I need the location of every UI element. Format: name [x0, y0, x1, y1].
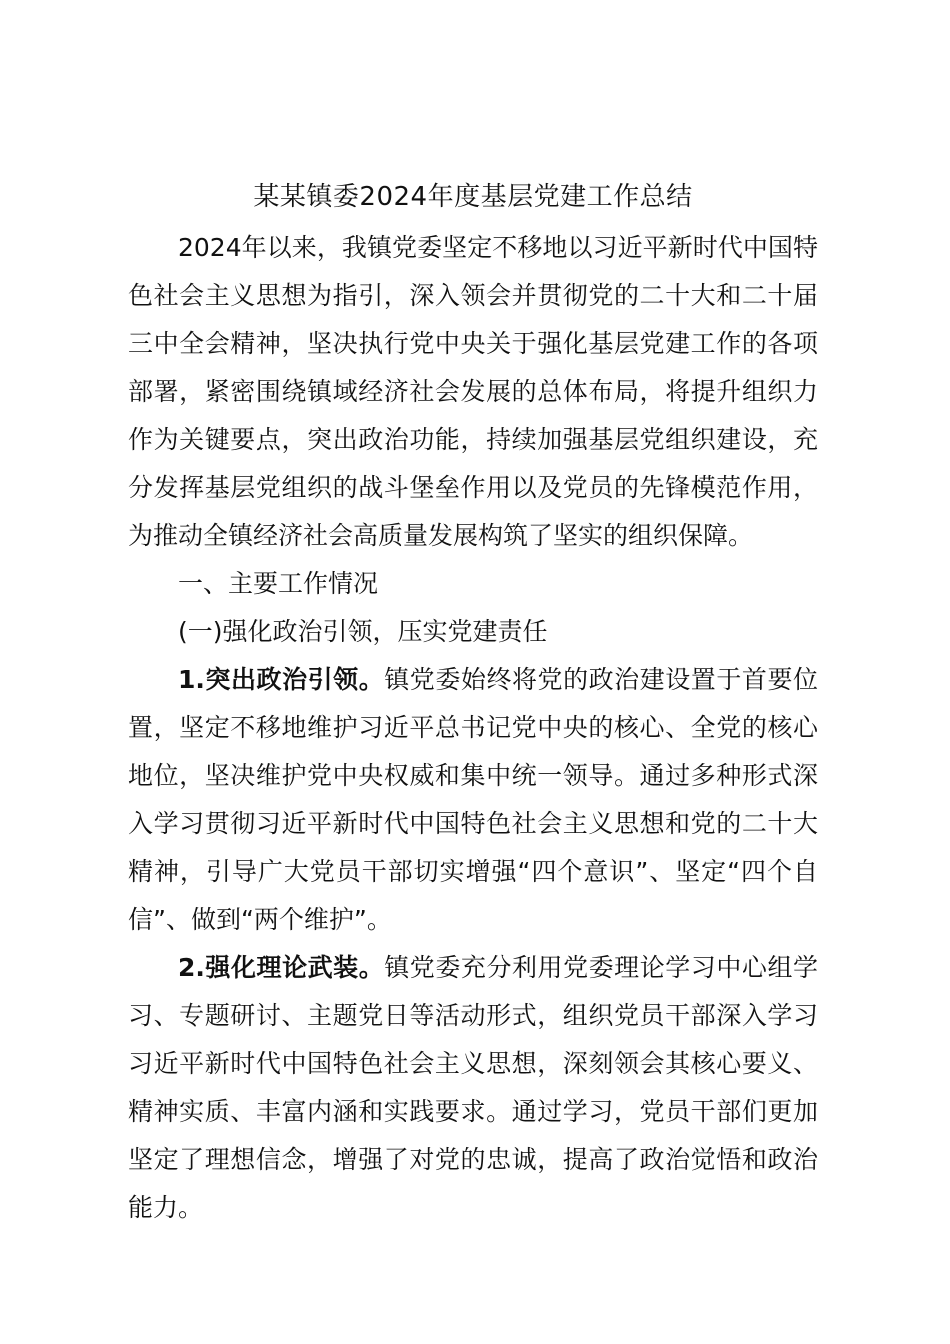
subsection-heading: (一)强化政治引领，压实党建责任 [178, 617, 548, 646]
item-text-1: 镇党委始终将党的政治建设置于首要位置，坚定不移地维护习近平总书记党中央的核心、全党的核心地位，坚决维护党中央权威和集中统一领导。通过多种形式深入学习贯彻习近平新时代中国特色社会主义思想和党的二十大精神，引导广大党员干部切实增强“四个意识”、坚定“四个自信”、做到“两个维护”。 [128, 665, 818, 934]
intro-paragraph: 2024年以来，我镇党委坚定不移地以习近平新时代中国特色社会主义思想为指引，深入领会并贯彻党的二十大和二十届三中全会精神，坚决执行党中央关于强化基层党建工作的各项部署，紧密围绕镇域经济社会发展的总体布局，将提升组织力作为关键要点，突出政治功能，持续加强基层党组织建设，充分发挥基层党组织的战斗堡垒作用以及党员的先锋模范作用，为推动全镇经济社会高质量发展构筑了坚实的组织保障。 [128, 233, 818, 550]
section-heading: 一、主要工作情况 [178, 569, 379, 598]
document-body [128, 176, 818, 1232]
item-lead-1: 1.突出政治引领。 [178, 665, 385, 694]
document-title: 某某镇委2024年度基层党建工作总结 [253, 182, 693, 212]
item-text-2: 镇党委充分利用党委理论学习中心组学习、专题研讨、主题党日等活动形式，组织党员干部深入学习习近平新时代中国特色社会主义思想，深刻领会其核心要义、精神实质、丰富内涵和实践要求。通过学习，党员干部们更加坚定了理想信念，增强了对党的忠诚，提高了政治觉悟和政治能力。 [128, 953, 818, 1222]
item-paragraph-1 [128, 656, 818, 944]
item-lead-2: 2.强化理论武装。 [178, 953, 385, 982]
item-paragraph-2 [128, 944, 818, 1232]
